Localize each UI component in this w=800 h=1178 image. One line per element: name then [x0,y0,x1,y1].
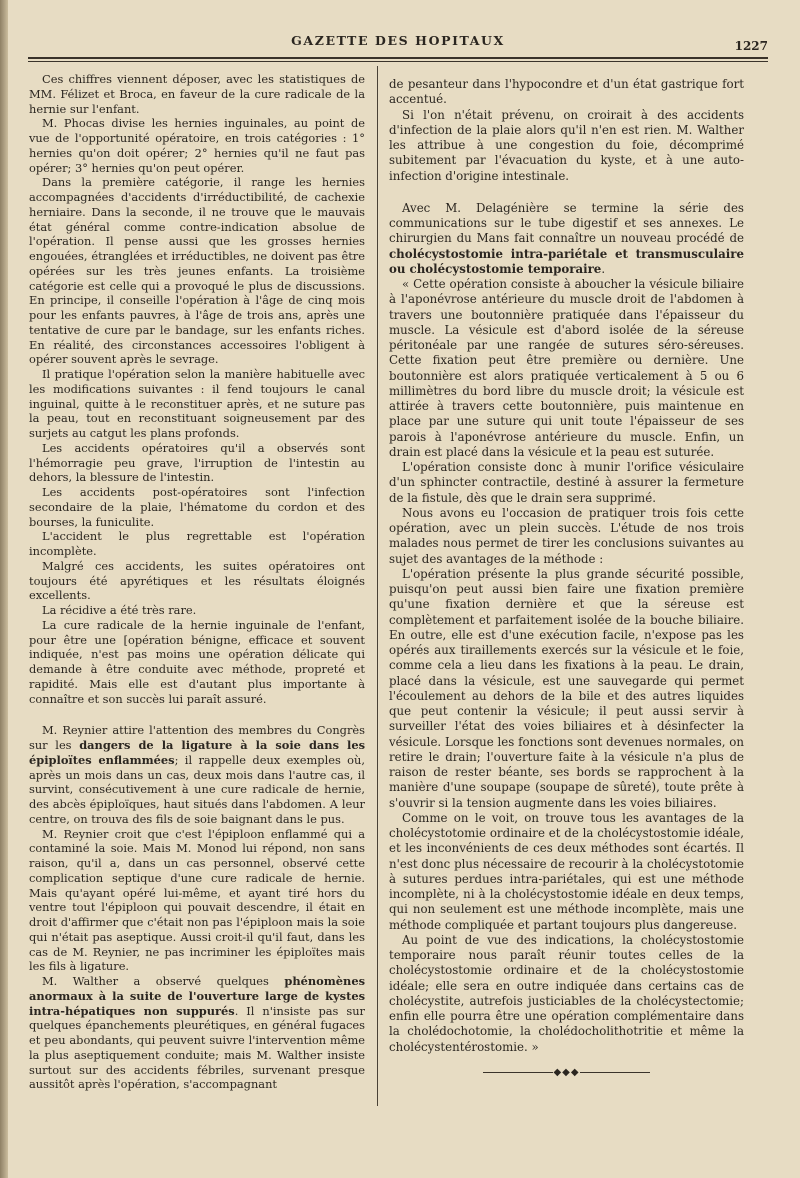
paragraph: L'accident le plus regrettable est l'opération incomplète. [29,529,365,558]
header-rule-thin [28,61,768,62]
paragraph: La cure radicale de la hernie inguinale de l'enfant, pour être une [opération bénigne, efficace et souvent indiquée, n'est pas moins une opération délicate qui demande à être conduite avec méthode, propreté et rapidité. Mais elle est d'autant plus importante à connaître et son succès lui paraît assuré. [29,617,365,706]
paragraph-text: M. Walther a observé quelques [42,974,285,988]
paragraph: L'opération consiste donc à munir l'orifice vésiculaire d'un sphincter contractile, destiné à assurer la fermeture de la fistule, dès que le drain sera supprimé. [389,460,744,505]
paragraph-text: ; il rappelle deux exemples où, après un mois dans un cas, deux mois dans l'autre cas, il survint, consécutivement à une cure radicale de hernie, des abcès épiploïques, haut situés dans l'abdomen. A leur centre, on trouva des fils de soie baignant dans le pus. [29,752,365,826]
paragraph: Les accidents opératoires qu'il a observés sont l'hémorragie peu grave, l'irruption de l'intestin au dehors, la blessure de l'intestin. [29,440,365,485]
left-column [29,72,365,1092]
paragraph: M. Phocas divise les hernies inguinales, au point de vue de l'opportunité opératoire, en trois catégories : 1° hernies qu'on doit opérer; 2° hernies qu'il ne faut pas opérer; 3° hernies qu'on peut opérer. [29,116,365,175]
paragraph-text: Avec M. Delagénière se termine la série des communications sur le tube digestif et ses annexes. Le chirurgien du Mans fait connaître un nouveau procédé de [389,200,744,246]
paragraph: « Cette opération consiste à aboucher la vésicule biliaire à l'aponévrose antérieure du muscle droit de l'abdomen à travers une boutonnière pratiquée dans l'épaisseur du muscle. La vésicule est d'abord isolée de la séreuse péritonéale par une rangée de sutures séro-séreuses. Cette fixation peut être première ou dernière. Une boutonnière est alors pratiquée verticalement à 5 ou 6 millimètres du bord libre du muscle droit; la vésicule est attirée à travers cette boutonnière, puis maintenue en place par une suture qui unit toute l'épaisseur de ses parois à l'aponévrose antérieure du muscle. Enfin, un drain est placé dans la vésicule et la peau est suturée. [389,277,744,459]
page-number: 1227 [734,39,768,53]
end-ornament [389,1065,744,1080]
paragraph: de pesanteur dans l'hypocondre et d'un état gastrique fort accentué. [389,77,744,107]
bold-topic: cholécystostomie intra-pariétale et transmusculaire ou cholécystostomie temporaire [389,246,744,276]
page-header [28,33,768,53]
paragraph-text: . [601,261,606,276]
paragraph [389,201,744,277]
page-spine [0,0,8,1178]
paragraph: Au point de vue des indications, la cholécystostomie temporaire nous paraît réunir toutes celles de la cholécystostomie ordinaire et de la cholécystostomie idéale; elle sera en outre indiquée dans certains cas de cholécystite, autrefois justiciables de la cholécystectomie; enfin elle pourra être une opération complémentaire dans la cholédochotomie, la cholédocholithotritie et même la cholécystentérostomie. » [389,932,744,1054]
right-column [389,77,744,1080]
paragraph: L'opération présente la plus grande sécurité possible, puisqu'on peut aussi bien faire une fixation première qu'une fixation dernière et que la séreuse est complètement et parfaitement isolée de la bouche biliaire. En outre, elle est d'une exécution facile, n'expose pas les opérés aux tiraillements exercés sur la vésicule et le foie, comme cela a lieu dans les fixations à la peau. Le drain, placé dans la vésicule, est une sauvegarde qui permet l'écoulement au dehors de la bile et des autres liquides que peut contenir la vésicule; il peut aussi servir à surveiller l'état des voies biliaires et à désinfecter la vésicule. Lorsque les fonctions sont devenues normales, on retire le drain; l'ouverture faite à la vésicule n'a plus de raison de rester béante, ses bords se rapprochent à la manière d'une soupape (soupape de sûreté), toute prête à s'ouvrir si la tension augmente dans les voies biliaires. [389,566,744,810]
paragraph: Malgré ces accidents, les suites opératoires ont toujours été apyrétiques et les résultats éloignés excellents. [29,558,365,603]
paragraph: Nous avons eu l'occasion de pratiquer trois fois cette opération, avec un plein succès. L'étude de nos trois malades nous permet de tirer les conclusions suivantes au sujet des avantages de la méthode : [389,505,744,566]
header-rule-thick [28,57,768,59]
column-divider [377,66,378,1106]
paragraph: M. Reynier croit que c'est l'épiploon enflammé qui a contaminé la soie. Mais M. Monod lui répond, non sans raison, qu'il a, dans un cas personnel, observé cette complication septique d'une cure radicale de hernie. Mais qu'ayant opéré lui-même, et ayant tiré hors du ventre tout l'épiploon qui pouvait descendre, il était en droit d'affirmer que c'était non pas l'épiploon mais la soie qui n'était pas aseptique. Aussi croit-il qu'il faut, dans les cas de M. Reynier, ne pas incriminer les épiploïtes mais les fils à ligature. [29,826,365,974]
paragraph: Ces chiffres viennent déposer, avec les statistiques de MM. Félizet et Broca, en faveur de la cure radicale de la hernie sur l'enfant. [29,72,365,116]
paragraph-text: M. Reynier attire l'attention des membres du Congrès sur les [29,723,365,752]
paragraph: Il pratique l'opération selon la manière habituelle avec les modifications suivantes : il fend toujours le canal inguinal, quitte à le reconstituer après, et ne suture pas la peau, tout en reconstituant soigneusement par des surjets au catgut les plans profonds. [29,367,365,440]
paragraph-text: . Il n'insiste pas sur quelques épanchements pleurétiques, en général fugaces et peu abondants, qui peuvent suivre l'intervention même la plus aseptiquement conduite; mais M. Walther insiste surtout sur des accidents fébriles, survenant presque aussitôt après l'opération, s'accompagnant [29,1003,365,1092]
ornament-line [483,1072,553,1073]
paragraph [29,974,365,1092]
ornament-line [580,1072,650,1073]
ornament-diamonds: ◆◆◆ [553,1066,580,1078]
paragraph: Les accidents post-opératoires sont l'infection secondaire de la plaie, l'hématome du cordon et des bourses, la funiculite. [29,485,365,529]
paragraph: Dans la première catégorie, il range les hernies accompagnées d'accidents d'irréductibilité, de cachexie herniaire. Dans la seconde, il ne trouve que le mauvais état général comme contre-indication absolue de l'opération. Il pense aussi que les grosses hernies engouées, étranglées et irréductibles, ne doivent pas être opérées sur les très jeunes enfants. La troisième catégorie est celle qui a provoqué le plus de discussions. En principe, il conseille l'opération à l'âge de cinq mois pour les enfants pauvres, à l'âge de trois ans, après une tentative de cure par le bandage, sur les enfants riches. En réalité, des circonstances accessoires l'obligent à opérer souvent après le sevrage. [29,175,365,367]
bold-topic: phénomènes anormaux à la suite de l'ouverture large de kystes intra-hépatiques non suppurés [29,974,365,1018]
journal-title: GAZETTE DES HOPITAUX [291,33,505,48]
paragraph: Si l'on n'était prévenu, on croirait à des accidents d'infection de la plaie alors qu'il n'en est rien. M. Walther les attribue à une congestion du foie, décomprimé subitement par l'évacuation du kyste, et à une auto-infection d'origine intestinale. [389,107,744,183]
paragraph [29,723,365,826]
paragraph: La récidive a été très rare. [42,603,197,617]
paragraph: Comme on le voit, on trouve tous les avantages de la cholécystotomie ordinaire et de la cholécystostomie idéale, et les inconvénients de ces deux méthodes sont écartés. Il n'est donc plus nécessaire de recourir à la cholécystotomie à sutures perdues intra-pariétales, qui est une méthode incomplète, ni à la cholécystostomie idéale en deux temps, qui non seulement est une méthode incomplète, mais une méthode compliquée et partant toujours plus dangereuse. [389,810,744,932]
bold-topic: dangers de la ligature à la soie dans les épiploïtes enflammées [29,738,365,767]
